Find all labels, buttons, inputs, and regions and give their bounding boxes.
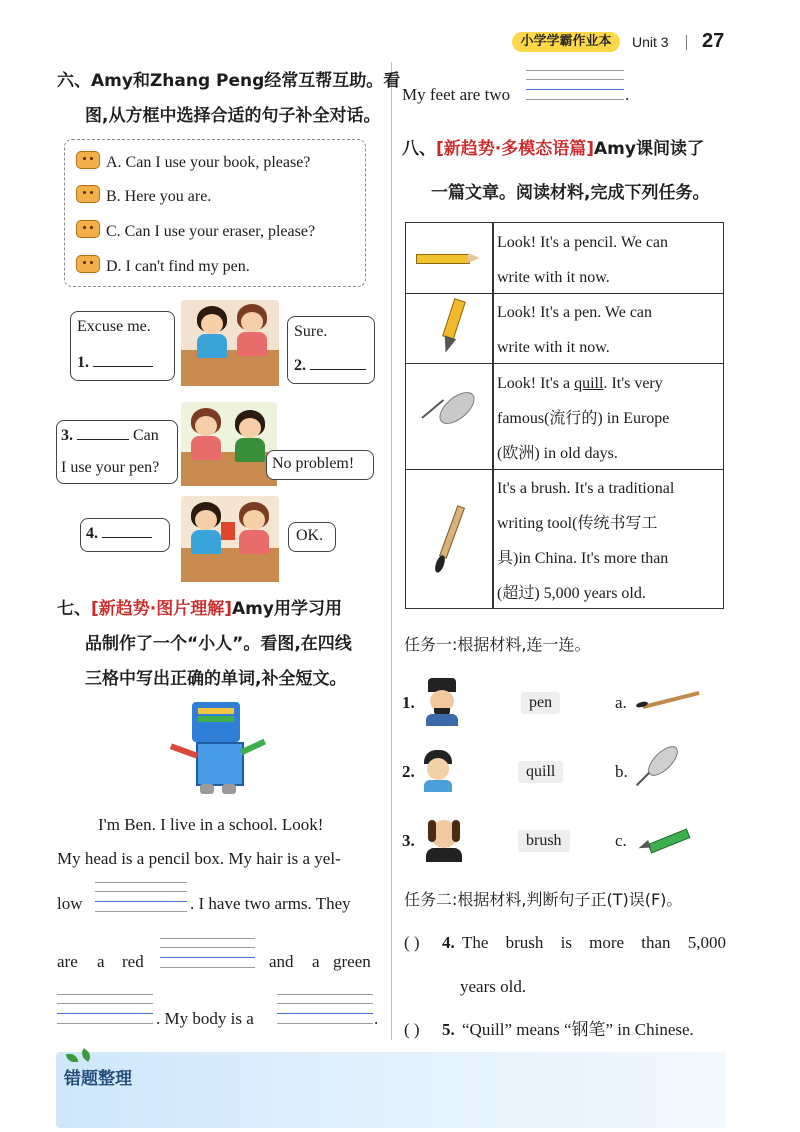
section8-title-line2: 一篇文章。阅读材料,完成下列任务。 [431,183,710,203]
q5-text: “Quill” means “钢笔” in Chinese. [462,1020,694,1039]
blank-2[interactable] [310,369,366,370]
scene-illustration-1 [181,300,279,386]
row3-text-line1: Look! It's a quill. It's very [497,375,663,392]
blank-4[interactable] [102,537,152,538]
fountain-pen-icon [442,299,462,357]
passage-line-5: . My body is a [156,1009,254,1028]
reading-table [405,222,724,609]
task2-title: 任务二:根据材料,判断句子正(T)误(F)。 [404,890,683,909]
section6-title: 六、Amy和Zhang Peng经常互帮互助。看 [57,71,401,91]
stationery-robot-illustration [170,700,270,800]
blank-1[interactable] [93,366,153,367]
match-word-quill[interactable]: quill [518,761,563,783]
match-word-brush[interactable]: brush [518,830,570,852]
match-3-number: 3. [402,831,415,850]
passage-line-2: My head is a pencil box. My hair is a yel- [57,849,341,868]
option-b: B. Here you are. [76,185,211,207]
quill-icon [422,393,478,443]
q4-text-line1: The brush is more than 5,000 [462,933,726,952]
passage-word-and: and [269,952,294,971]
page-number: 27 [702,30,725,52]
section8-title: 八、[新趋势·多模态语篇]Amy课间读了 [402,139,704,159]
error-notes-area[interactable] [56,1052,726,1128]
bubble-use-pen: 3. Can I use your pen? [56,420,178,484]
option-a: A. Can I use your book, please? [76,151,310,173]
passage-line-1: I'm Ben. I live in a school. Look! [98,815,324,834]
q4-answer-paren[interactable]: ( ) [404,933,420,952]
brush-icon [432,505,468,577]
tiger-icon [76,255,100,273]
ancient-chinese-man-avatar [424,676,460,726]
quill-small-icon [632,748,684,792]
shakespeare-avatar [424,816,464,862]
passage-period: . [374,1009,379,1028]
row4-text-line2: writing tool(传统书写工 [497,515,658,532]
tiger-icon [76,220,100,238]
header-separator [686,35,687,50]
row4-text-line4: (超过) 5,000 years old. [497,585,646,602]
writing-grid-5[interactable] [526,70,624,100]
passage-word-a2: a [312,952,320,971]
bubble-ok: OK. [288,522,336,552]
q5-number: 5. [442,1020,455,1039]
tiger-icon [76,151,100,169]
option-c: C. Can I use your eraser, please? [76,220,315,242]
passage-line-6: My feet are two [402,85,511,104]
row4-text-line1: It's a brush. It's a traditional [497,480,675,497]
q4-text-line2: years old. [460,977,527,996]
error-notes-label: 错题整理 [64,1069,132,1089]
pen-small-icon [636,826,692,854]
bubble-no-problem: No problem! [266,450,374,480]
row3-text-line2: famous(流行的) in Europe [497,410,670,427]
blank-3[interactable] [77,439,129,440]
passage-word-a: a [97,952,105,971]
writing-grid-3[interactable] [57,994,153,1024]
scene-illustration-2 [181,402,277,486]
writing-grid-2[interactable] [160,938,255,968]
row3-text-line3: (欧洲) in old days. [497,445,618,462]
match-letter-a: a. [615,693,627,712]
q5-answer-paren[interactable]: ( ) [404,1020,420,1039]
section7-title-line3: 三格中写出正确的单词,补全短文。 [85,669,347,689]
row2-text-line1: Look! It's a pen. We can [497,304,653,321]
brush-small-icon [636,688,706,712]
tiger-icon [76,185,100,203]
scene-illustration-3 [181,496,279,582]
match-letter-b: b. [615,762,628,781]
match-2-number: 2. [402,762,415,781]
bubble-sure: Sure. 2. [287,316,375,384]
unit-label: Unit 3 [632,34,669,50]
row2-text-line2: write with it now. [497,339,610,356]
passage-word-are: are [57,952,78,971]
option-d: D. I can't find my pen. [76,255,250,277]
column-divider [391,62,392,1040]
section6-title-line2: 图,从方框中选择合适的句子补全对话。 [85,106,381,126]
passage-word-green: green [333,952,371,971]
writing-grid-4[interactable] [277,994,373,1024]
bubble-4: 4. [80,518,170,552]
writing-grid-1[interactable] [95,882,187,912]
passage-word-red: red [122,952,144,971]
task1-title: 任务一:根据材料,连一连。 [404,635,591,654]
passage-line-3: . I have two arms. They [190,894,351,913]
match-1-number: 1. [402,693,415,712]
series-badge: 小学学霸作业本 [512,32,620,52]
boy-avatar [422,750,454,792]
row4-text-line3: 具)in China. It's more than [497,550,669,567]
passage-word-low: low [57,894,83,913]
section7-title: 七、[新趋势·图片理解]Amy用学习用 [57,599,342,619]
row1-text-line2: write with it now. [497,269,610,286]
row1-text-line1: Look! It's a pencil. We can [497,234,669,251]
match-word-pen[interactable]: pen [521,692,560,714]
q4-number: 4. [442,933,455,952]
pencil-icon [416,251,482,265]
bubble-excuse-me: Excuse me. 1. [70,311,175,381]
passage-period-2: . [625,85,630,104]
section7-title-line2: 品制作了一个“小人”。看图,在四线 [85,634,352,654]
match-letter-c: c. [615,831,627,850]
